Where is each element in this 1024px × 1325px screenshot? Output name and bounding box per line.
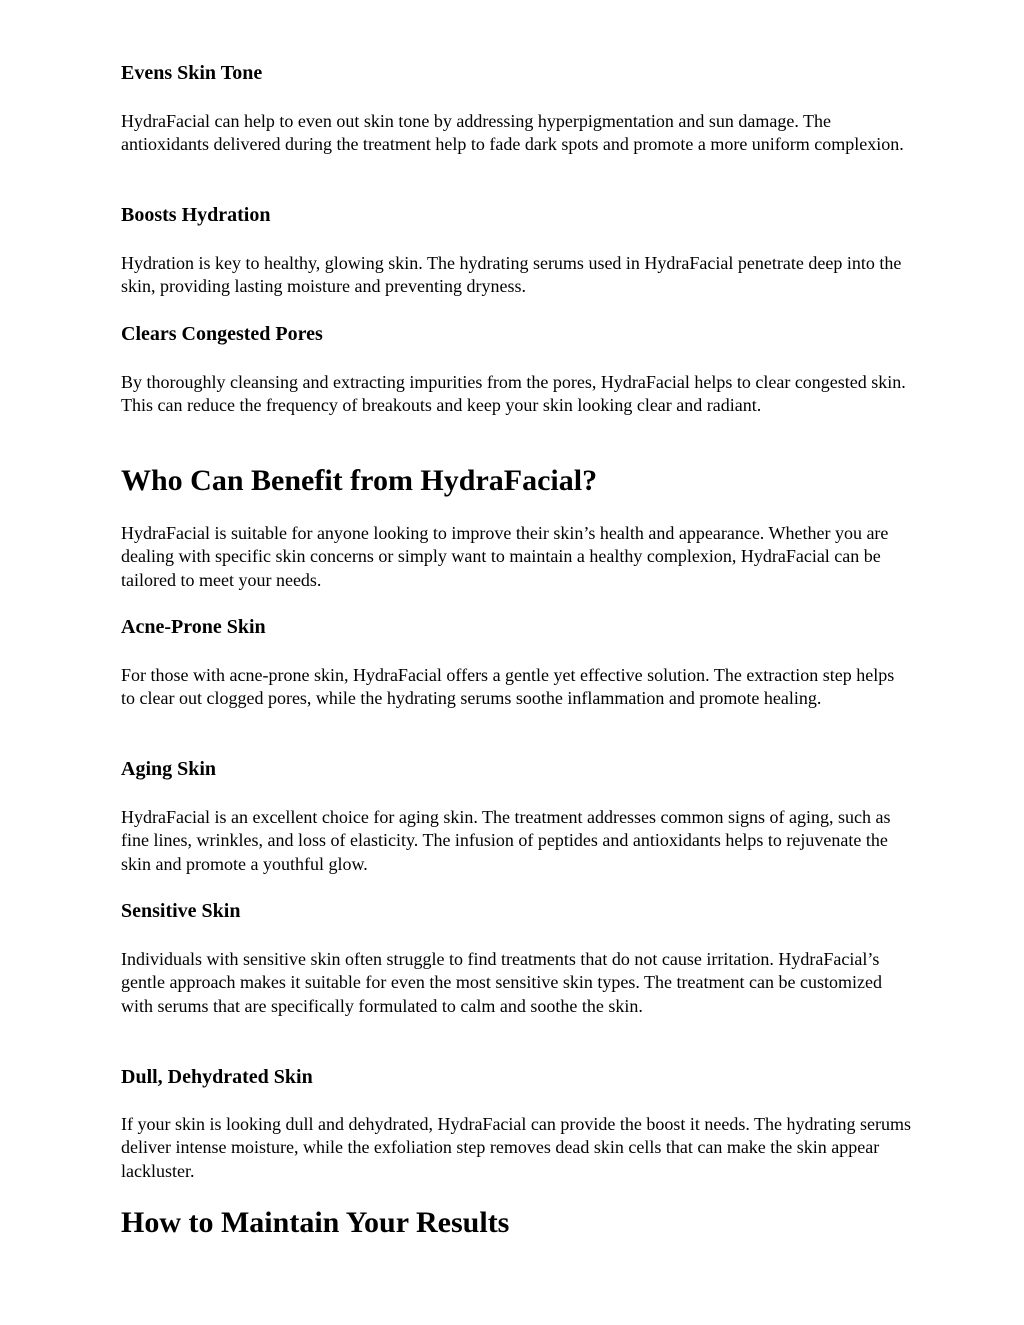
section-body-clears-pores: By thoroughly cleansing and extracting impurities from the pores, HydraFacial helps to clear congested skin. This can reduce the frequency of breakouts and keep your skin looking clear and radiant.: [121, 372, 906, 416]
section-body-dull-dehydrated: If your skin is looking dull and dehydrated, HydraFacial can provide the boost it needs. The hydrating serums deliver intense moisture, while the exfoliation step removes dead skin cells that can make the skin appear lackluster.: [121, 1114, 911, 1181]
section-body-sensitive-skin: Individuals with sensitive skin often struggle to find treatments that do not cause irritation. HydraFacial’s gentle approach makes it suitable for even the most sensitive skin types. The treatment can be customized with serums that are specifically formulated to calm and soothe the skin.: [121, 949, 882, 1016]
section-heading-aging-skin: Aging Skin: [121, 758, 217, 780]
section-body-acne-prone: For those with acne-prone skin, HydraFacial offers a gentle yet effective solution. The extraction step helps to clear out clogged pores, while the hydrating serums soothe inflammation and promote healing.: [121, 665, 895, 709]
section-body-aging-skin: HydraFacial is an excellent choice for aging skin. The treatment addresses common signs of aging, such as fine lines, wrinkles, and loss of elasticity. The infusion of peptides and antioxidants helps to rejuvenate the skin and promote a youthful glow.: [121, 807, 891, 874]
section-heading-sensitive-skin: Sensitive Skin: [121, 900, 241, 922]
section-heading-dull-dehydrated: Dull, Dehydrated Skin: [121, 1066, 313, 1088]
section-heading-evens-skin-tone: Evens Skin Tone: [121, 62, 263, 84]
section-heading-who-can-benefit: Who Can Benefit from HydraFacial?: [121, 464, 598, 497]
section-body-boosts-hydration: Hydration is key to healthy, glowing skin. The hydrating serums used in HydraFacial penetrate deep into the skin, providing lasting moisture and preventing dryness.: [121, 253, 902, 297]
section-heading-acne-prone: Acne-Prone Skin: [121, 616, 266, 638]
section-body-who-can-benefit: HydraFacial is suitable for anyone looking to improve their skin’s health and appearance. Whether you are dealing with specific skin concerns or simply want to maintain a healthy complexion, HydraFacial can be tailored to meet your needs.: [121, 523, 889, 590]
section-body-evens-skin-tone: HydraFacial can help to even out skin tone by addressing hyperpigmentation and sun damage. The antioxidants delivered during the treatment help to fade dark spots and promote a more uniform complexion.: [121, 111, 904, 155]
section-heading-clears-pores: Clears Congested Pores: [121, 323, 323, 345]
section-heading-boosts-hydration: Boosts Hydration: [121, 204, 271, 226]
section-heading-maintain-results: How to Maintain Your Results: [121, 1206, 510, 1239]
